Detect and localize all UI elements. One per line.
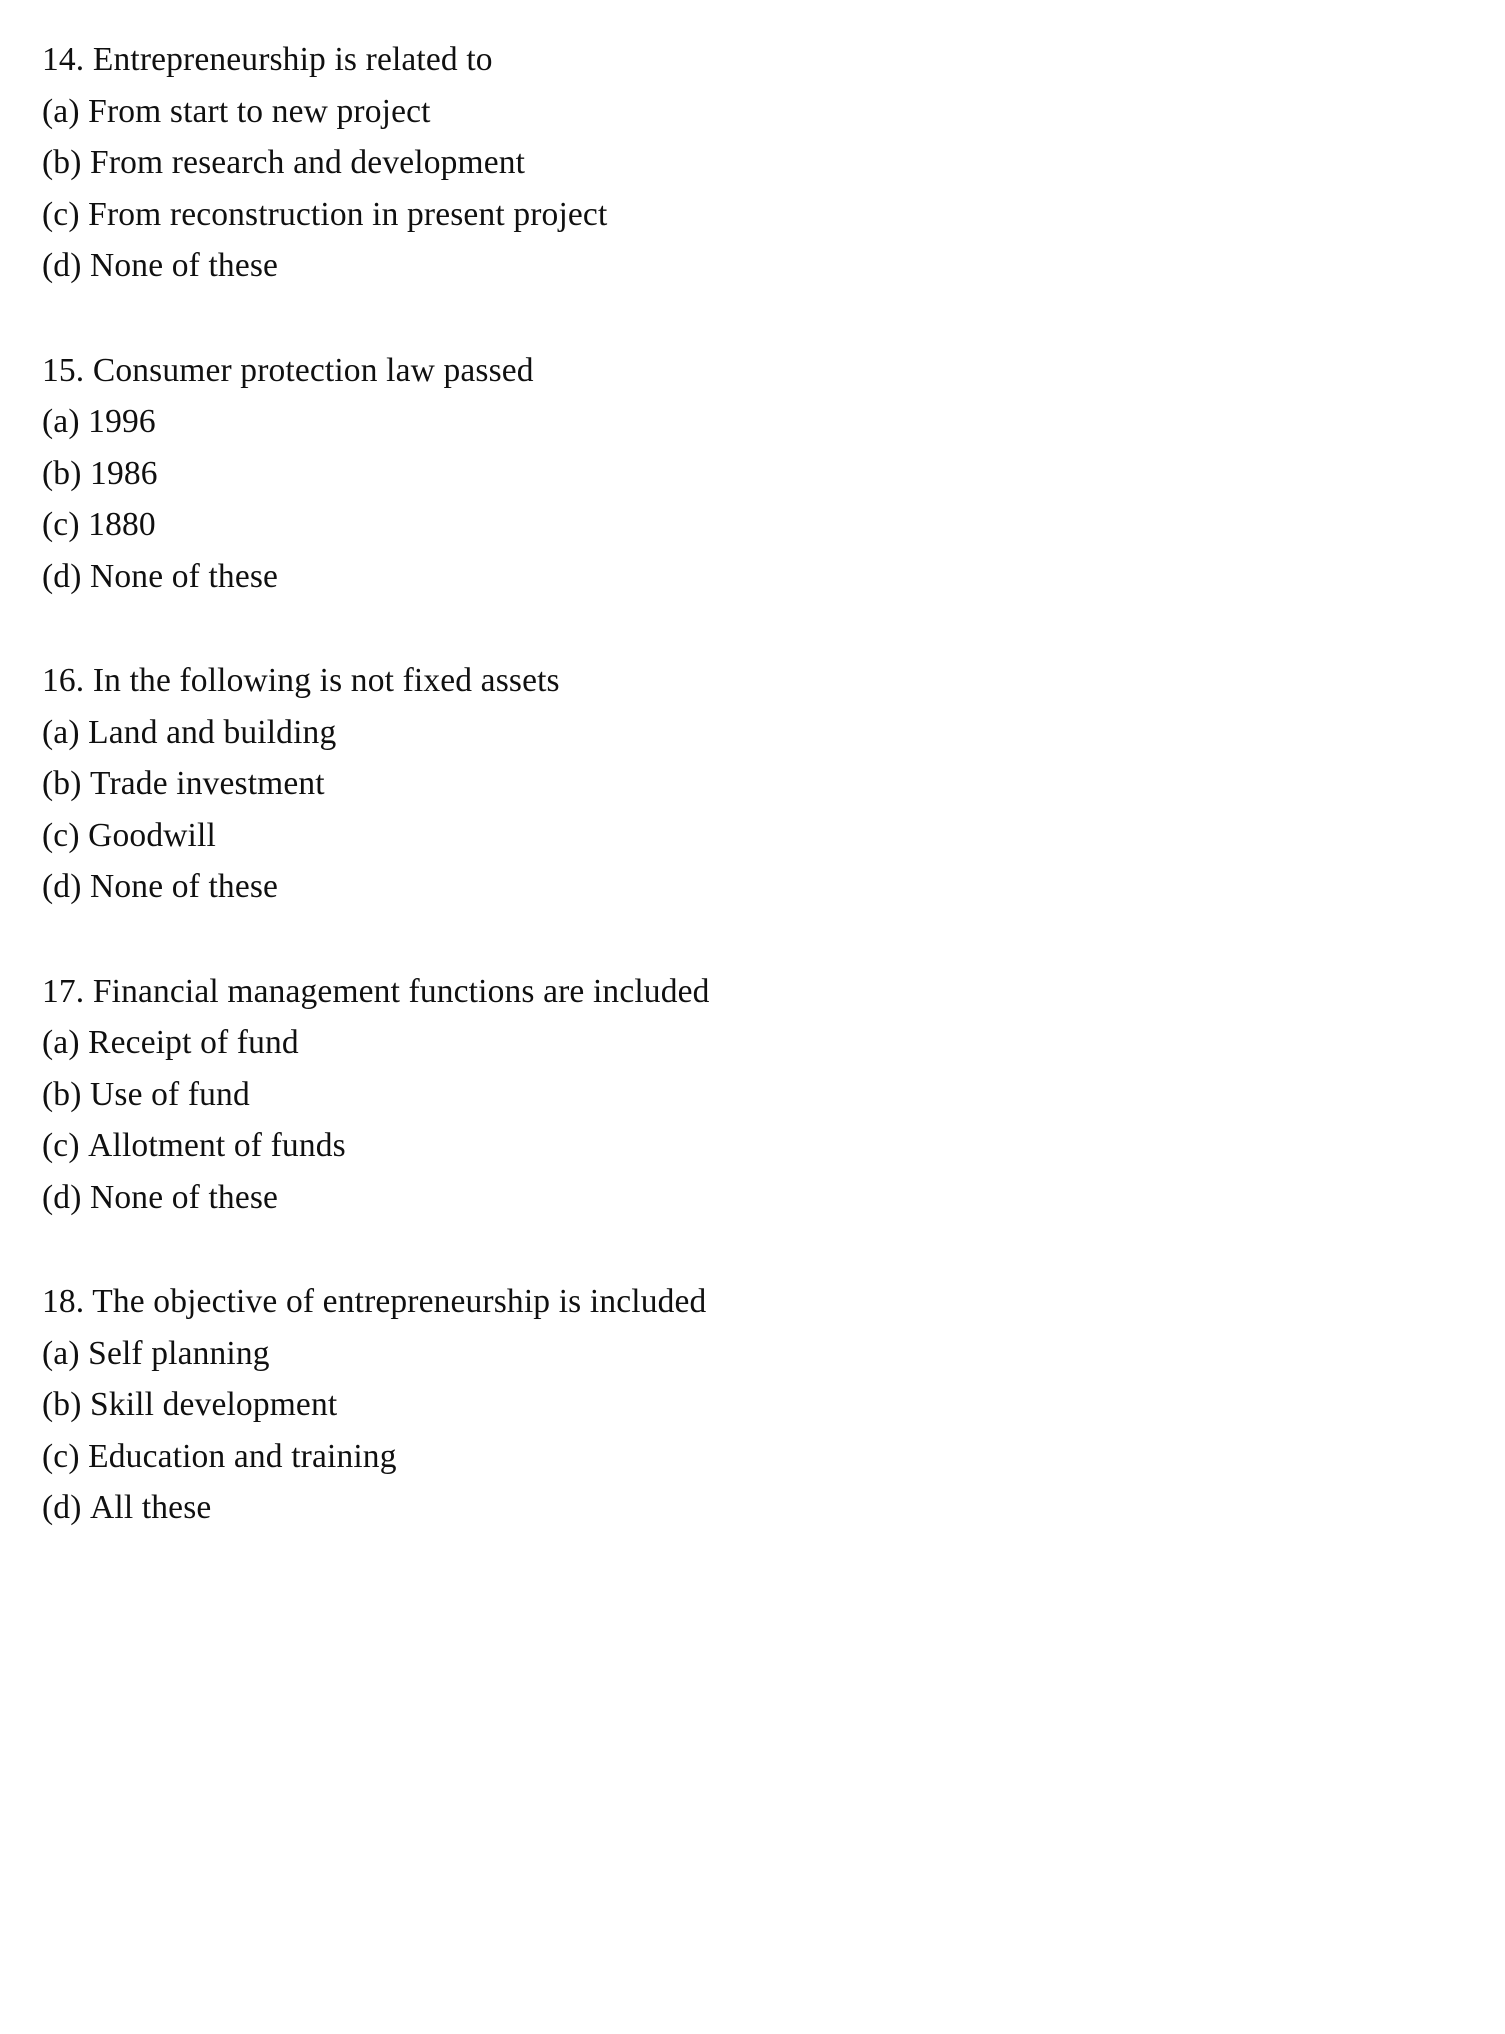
question-block [42,966,1442,1224]
question-stem: 15. Consumer protection law passed [42,351,534,389]
option-row [42,861,1442,913]
option-row [42,1069,1442,1121]
option-label: (a) [42,1334,80,1372]
option-row [42,1379,1442,1431]
option-label: (a) [42,713,80,751]
option-label: (c) [42,195,80,233]
option-row [42,86,1442,138]
option-row [42,137,1442,189]
option-text: None of these [90,1178,279,1216]
option-row [42,499,1442,551]
question-stem: 14. Entrepreneurship is related to [42,41,493,78]
option-text: From research and development [90,144,526,181]
option-row [42,1172,1442,1224]
option-row [42,448,1442,500]
option-text: 1880 [88,506,156,543]
option-label: (d) [42,1489,82,1526]
question-stem: 18. The objective of entrepreneurship is included [42,1283,707,1320]
option-text: From start to new project [88,92,431,130]
option-row [42,1017,1442,1069]
option-row [42,1482,1442,1534]
question-stem: 17. Financial management functions are included [42,972,710,1010]
option-row [42,1431,1442,1483]
option-row [42,1120,1442,1172]
option-row [42,707,1442,759]
option-text: Skill development [90,1386,338,1423]
option-text: All these [90,1489,212,1526]
option-text: Goodwill [88,816,216,854]
option-text: None of these [90,868,279,905]
option-text: Self planning [88,1334,270,1372]
option-label: (b) [42,1075,82,1113]
option-row [42,189,1442,241]
option-label: (a) [42,92,80,130]
option-label: (d) [42,868,82,905]
question-list [42,34,1442,1534]
option-text: Allotment of funds [88,1127,346,1164]
option-label: (b) [42,1386,82,1423]
option-text: 1986 [90,454,158,492]
option-label: (c) [42,1437,80,1475]
option-label: (a) [42,1024,80,1061]
option-row [42,1328,1442,1380]
question-block [42,34,1442,292]
option-label: (d) [42,557,82,595]
option-label: (d) [42,1178,82,1216]
option-label: (c) [42,816,80,854]
option-label: (d) [42,247,82,284]
option-row [42,551,1442,603]
option-label: (b) [42,765,82,802]
option-text: None of these [90,247,279,284]
option-text: From reconstruction in present project [88,195,608,233]
option-label: (c) [42,506,80,543]
option-label: (c) [42,1127,80,1164]
option-text: Land and building [88,713,337,751]
option-text: 1996 [88,403,156,440]
question-block [42,1276,1442,1534]
question-block [42,655,1442,913]
option-label: (a) [42,403,80,440]
option-row [42,396,1442,448]
option-label: (b) [42,454,82,492]
option-row [42,758,1442,810]
option-text: Use of fund [90,1075,250,1113]
option-row [42,810,1442,862]
option-text: Education and training [88,1437,397,1475]
option-row [42,240,1442,292]
option-text: Receipt of fund [88,1024,299,1061]
question-block [42,345,1442,603]
option-text: Trade investment [90,765,325,802]
option-label: (b) [42,144,82,181]
question-stem: 16. In the following is not fixed assets [42,662,560,699]
option-text: None of these [90,557,279,595]
